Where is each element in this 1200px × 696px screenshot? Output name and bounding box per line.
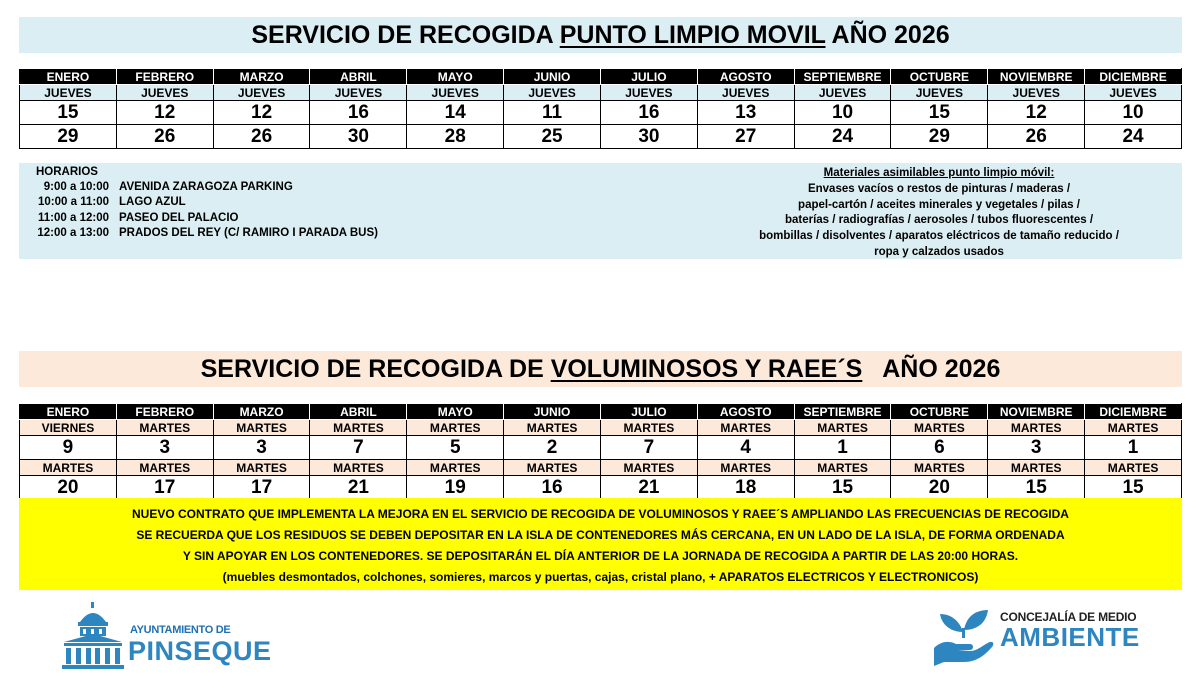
- month-header: FEBRERO: [116, 69, 213, 85]
- date-cell: 20: [891, 476, 988, 500]
- voluminosos-title: [19, 351, 1182, 387]
- weekday-cell: MARTES: [504, 460, 601, 476]
- date-cell: 26: [988, 125, 1085, 149]
- materials-line: bombillas / disolventes / aparatos eléctricos de tamaño reducido /: [759, 230, 1119, 243]
- date-cell: 3: [213, 436, 310, 460]
- month-header: MARZO: [213, 404, 310, 420]
- weekday-row-2: [20, 460, 1182, 476]
- materials-line: baterías / radiografías / aerosoles / tubos fluorescentes /: [784, 214, 1094, 227]
- weekday-cell: JUEVES: [20, 85, 117, 101]
- weekday-cell: MARTES: [504, 420, 601, 436]
- date-cell: 12: [116, 101, 213, 125]
- weekday-cell: MARTES: [20, 460, 117, 476]
- date-cell: 29: [20, 125, 117, 149]
- weekday-cell: JUEVES: [600, 85, 697, 101]
- notice-box: [19, 498, 1182, 590]
- month-header: NOVIEMBRE: [988, 404, 1085, 420]
- date-cell: 28: [407, 125, 504, 149]
- months-row: [20, 69, 1182, 85]
- date-cell: 12: [213, 101, 310, 125]
- weekday-cell: MARTES: [407, 420, 504, 436]
- date-cell: 27: [697, 125, 794, 149]
- date-cell: 1: [794, 436, 891, 460]
- weekday-cell: MARTES: [407, 460, 504, 476]
- horario-time: 10:00 a 11:00: [38, 196, 109, 208]
- date-cell: 12: [988, 101, 1085, 125]
- dates-row-1: [20, 436, 1182, 460]
- month-header: ENERO: [20, 404, 117, 420]
- date-cell: 24: [1085, 125, 1182, 149]
- materials-line: papel-cartón / aceites minerales y vegetales / pilas /: [798, 198, 1080, 211]
- weekday-cell: MARTES: [697, 420, 794, 436]
- date-cell: 4: [697, 436, 794, 460]
- logo-right-name: AMBIENTE: [1000, 622, 1140, 652]
- horario-place: PRADOS DEL REY (C/ RAMIRO I PARADA BUS): [119, 227, 378, 239]
- month-header: ENERO: [20, 69, 117, 85]
- month-header: OCTUBRE: [891, 69, 988, 85]
- title-underlined: VOLUMINOSOS Y RAEE´S: [550, 355, 863, 383]
- date-cell: 16: [504, 476, 601, 500]
- weekday-cell: JUEVES: [116, 85, 213, 101]
- date-cell: 15: [20, 101, 117, 125]
- ayuntamiento-logo: [60, 600, 280, 670]
- date-cell: 24: [794, 125, 891, 149]
- date-cell: 15: [988, 476, 1085, 500]
- notice-line: Y SIN APOYAR EN LOS CONTENEDORES. SE DEPOSITARÁN EL DÍA ANTERIOR DE LA JORNADA DE RECOGIDA A PARTIR DE LAS 20:00 HORAS.: [182, 549, 1019, 563]
- date-cell: 21: [600, 476, 697, 500]
- weekday-cell: MARTES: [116, 420, 213, 436]
- horario-time: 11:00 a 12:00: [38, 212, 109, 224]
- punto-limpio-calendar: [19, 68, 1182, 149]
- date-cell: 18: [697, 476, 794, 500]
- medio-ambiente-logo: [928, 600, 1178, 670]
- month-header: MAYO: [407, 404, 504, 420]
- month-header: AGOSTO: [697, 69, 794, 85]
- date-cell: 21: [310, 476, 407, 500]
- logo-left-caption: AYUNTAMIENTO DE: [130, 624, 231, 636]
- date-cell: 26: [213, 125, 310, 149]
- date-cell: 3: [116, 436, 213, 460]
- materials-line: ropa y calzados usados: [874, 245, 1004, 258]
- date-cell: 17: [116, 476, 213, 500]
- weekday-cell: MARTES: [600, 420, 697, 436]
- weekday-cell: MARTES: [794, 420, 891, 436]
- weekday-cell: MARTES: [891, 460, 988, 476]
- months-row: [20, 404, 1182, 420]
- weekday-cell: MARTES: [600, 460, 697, 476]
- weekday-cell: MARTES: [310, 460, 407, 476]
- weekday-cell: JUEVES: [213, 85, 310, 101]
- date-cell: 15: [1085, 476, 1182, 500]
- month-header: SEPTIEMBRE: [794, 404, 891, 420]
- punto-limpio-title: [19, 17, 1182, 53]
- month-header: FEBRERO: [116, 404, 213, 420]
- date-cell: 9: [20, 436, 117, 460]
- town-hall-icon: [60, 602, 126, 670]
- weekday-cell: VIERNES: [20, 420, 117, 436]
- weekday-cell: JUEVES: [794, 85, 891, 101]
- title-suffix: AÑO 2026: [862, 355, 1001, 383]
- weekday-cell: MARTES: [1085, 460, 1182, 476]
- date-cell: 30: [310, 125, 407, 149]
- weekday-cell: MARTES: [1085, 420, 1182, 436]
- weekday-cell: JUEVES: [891, 85, 988, 101]
- month-header: MAYO: [407, 69, 504, 85]
- date-cell: 3: [988, 436, 1085, 460]
- weekday-cell: JUEVES: [697, 85, 794, 101]
- dates-row-1: [20, 101, 1182, 125]
- weekday-cell: JUEVES: [504, 85, 601, 101]
- horario-place: LAGO AZUL: [119, 196, 186, 208]
- date-cell: 15: [891, 101, 988, 125]
- logo-right-caption: CONCEJALÍA DE MEDIO: [1000, 610, 1137, 624]
- notice-line: SE RECUERDA QUE LOS RESIDUOS SE DEBEN DEPOSITAR EN LA ISLA DE CONTENEDORES MÁS CERCANA, EN UN LADO DE LA ISLA, DE FORMA ORDENADA: [136, 528, 1065, 542]
- month-header: DICIEMBRE: [1085, 69, 1182, 85]
- weekday-row: [20, 85, 1182, 101]
- date-cell: 11: [504, 101, 601, 125]
- date-cell: 19: [407, 476, 504, 500]
- logo-left-name: PINSEQUE: [128, 636, 272, 666]
- weekday-cell: MARTES: [697, 460, 794, 476]
- horario-row: [27, 180, 293, 195]
- month-header: JULIO: [600, 404, 697, 420]
- date-cell: 1: [1085, 436, 1182, 460]
- weekday-cell: JUEVES: [988, 85, 1085, 101]
- month-header: MARZO: [213, 69, 310, 85]
- date-cell: 14: [407, 101, 504, 125]
- horario-time: 9:00 a 10:00: [43, 181, 109, 193]
- date-cell: 29: [891, 125, 988, 149]
- month-header: JULIO: [600, 69, 697, 85]
- date-cell: 15: [794, 476, 891, 500]
- date-cell: 30: [600, 125, 697, 149]
- weekday-row-1: [20, 420, 1182, 436]
- date-cell: 10: [794, 101, 891, 125]
- dates-row-2: [20, 476, 1182, 500]
- materials-list: [719, 166, 1159, 261]
- weekday-cell: MARTES: [988, 460, 1085, 476]
- weekday-cell: MARTES: [794, 460, 891, 476]
- horario-row: [27, 211, 239, 226]
- date-cell: 16: [310, 101, 407, 125]
- dates-row-2: [20, 125, 1182, 149]
- date-cell: 25: [504, 125, 601, 149]
- weekday-cell: MARTES: [891, 420, 988, 436]
- date-cell: 7: [310, 436, 407, 460]
- horario-row: [27, 226, 378, 241]
- month-header: JUNIO: [504, 69, 601, 85]
- date-cell: 2: [504, 436, 601, 460]
- weekday-cell: MARTES: [213, 460, 310, 476]
- weekday-cell: MARTES: [213, 420, 310, 436]
- horario-place: AVENIDA ZARAGOZA PARKING: [119, 181, 293, 193]
- date-cell: 13: [697, 101, 794, 125]
- date-cell: 5: [407, 436, 504, 460]
- voluminosos-calendar: [19, 403, 1182, 500]
- month-header: OCTUBRE: [891, 404, 988, 420]
- title-suffix: AÑO 2026: [825, 21, 950, 49]
- date-cell: 10: [1085, 101, 1182, 125]
- notice-line: (muebles desmontados, colchones, somieres, marcos y puertas, cajas, cristal plano, + APARATOS ELECTRICOS Y ELECTRONICOS): [222, 570, 979, 584]
- month-header: ABRIL: [310, 404, 407, 420]
- month-header: ABRIL: [310, 69, 407, 85]
- month-header: DICIEMBRE: [1085, 404, 1182, 420]
- weekday-cell: JUEVES: [310, 85, 407, 101]
- title-prefix: SERVICIO DE RECOGIDA DE: [200, 355, 551, 383]
- horarios-panel: [19, 163, 1182, 259]
- date-cell: 26: [116, 125, 213, 149]
- month-header: SEPTIEMBRE: [794, 69, 891, 85]
- weekday-cell: MARTES: [116, 460, 213, 476]
- date-cell: 7: [600, 436, 697, 460]
- materials-line: Envases vacíos o restos de pinturas / maderas /: [807, 182, 1071, 195]
- title-prefix: SERVICIO DE RECOGIDA: [251, 21, 560, 49]
- weekday-cell: MARTES: [310, 420, 407, 436]
- notice-line: NUEVO CONTRATO QUE IMPLEMENTA LA MEJORA EN EL SERVICIO DE RECOGIDA DE VOLUMINOSOS Y RAEE´S AMPLIANDO LAS FRECUENCIAS DE RECOGIDA: [132, 507, 1069, 521]
- horarios-title: HORARIOS: [36, 166, 98, 178]
- date-cell: 20: [20, 476, 117, 500]
- weekday-cell: JUEVES: [407, 85, 504, 101]
- hand-plant-icon: [930, 604, 996, 668]
- month-header: AGOSTO: [697, 404, 794, 420]
- weekday-cell: JUEVES: [1085, 85, 1182, 101]
- weekday-cell: MARTES: [988, 420, 1085, 436]
- horario-place: PASEO DEL PALACIO: [119, 212, 239, 224]
- date-cell: 6: [891, 436, 988, 460]
- month-header: NOVIEMBRE: [988, 69, 1085, 85]
- title-underlined: PUNTO LIMPIO MOVIL: [559, 21, 826, 49]
- horario-time: 12:00 a 13:00: [37, 227, 109, 239]
- month-header: JUNIO: [504, 404, 601, 420]
- materials-title: Materiales asimilables punto limpio móvil:: [823, 167, 1055, 179]
- date-cell: 16: [600, 101, 697, 125]
- horario-row: [27, 195, 186, 210]
- date-cell: 17: [213, 476, 310, 500]
